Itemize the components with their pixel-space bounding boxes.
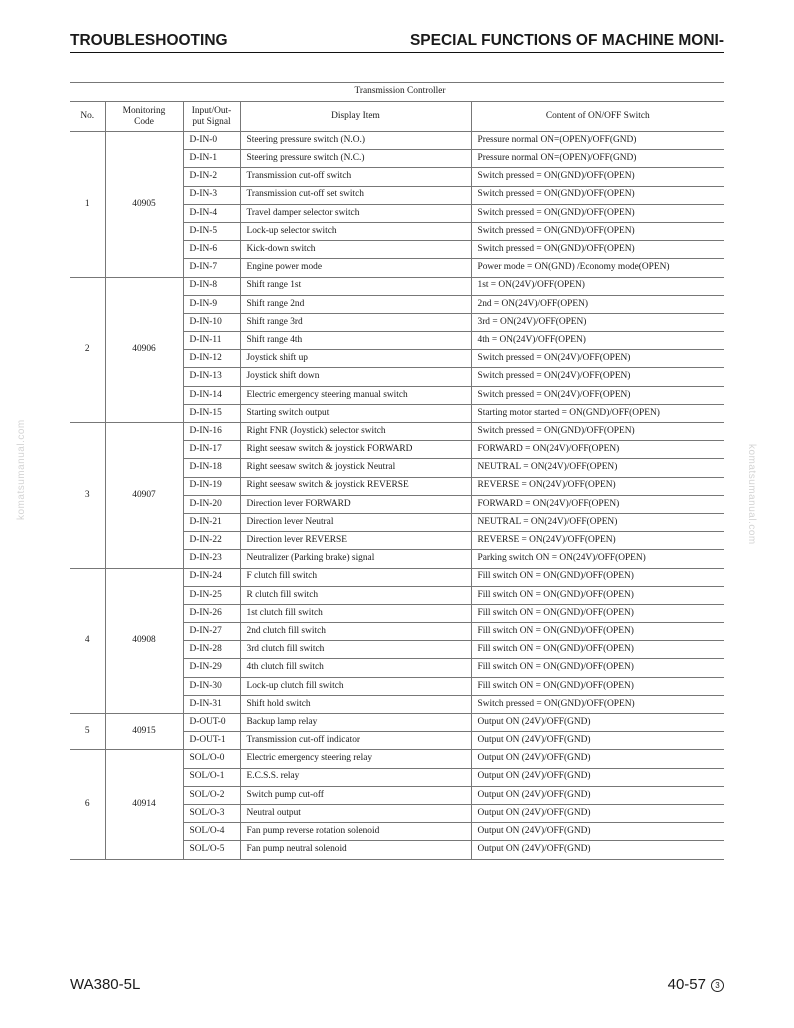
col-header-signal-label: Input/Out-put Signal xyxy=(191,106,232,127)
signal-cell: D-IN-1 xyxy=(183,150,240,168)
switch-content-cell: FORWARD = ON(24V)/OFF(OPEN) xyxy=(471,495,724,513)
signal-cell: D-IN-29 xyxy=(183,659,240,677)
signal-cell: D-IN-5 xyxy=(183,222,240,240)
display-item-cell: Joystick shift up xyxy=(240,350,471,368)
display-item-cell: Right FNR (Joystick) selector switch xyxy=(240,423,471,441)
display-item-cell: Steering pressure switch (N.C.) xyxy=(240,150,471,168)
switch-content-cell: Fill switch ON = ON(GND)/OFF(OPEN) xyxy=(471,568,724,586)
switch-content-cell: Fill switch ON = ON(GND)/OFF(OPEN) xyxy=(471,604,724,622)
switch-content-cell: Parking switch ON = ON(24V)/OFF(OPEN) xyxy=(471,550,724,568)
signal-cell: SOL/O-0 xyxy=(183,750,240,768)
switch-content-cell: Switch pressed = ON(GND)/OFF(OPEN) xyxy=(471,168,724,186)
table-title: Transmission Controller xyxy=(70,83,724,102)
monitoring-code: 40907 xyxy=(105,423,183,569)
signal-cell: D-IN-2 xyxy=(183,168,240,186)
col-header-display: Display Item xyxy=(240,102,471,132)
signal-cell: D-IN-21 xyxy=(183,513,240,531)
switch-content-cell: Pressure normal ON=(OPEN)/OFF(GND) xyxy=(471,132,724,150)
switch-content-cell: FORWARD = ON(24V)/OFF(OPEN) xyxy=(471,441,724,459)
switch-content-cell: 4th = ON(24V)/OFF(OPEN) xyxy=(471,332,724,350)
signal-cell: D-IN-30 xyxy=(183,677,240,695)
display-item-cell: 3rd clutch fill switch xyxy=(240,641,471,659)
display-item-cell: Lock-up selector switch xyxy=(240,222,471,240)
switch-content-cell: Output ON (24V)/OFF(GND) xyxy=(471,823,724,841)
monitoring-code: 40906 xyxy=(105,277,183,423)
monitoring-code: 40915 xyxy=(105,714,183,750)
col-header-code xyxy=(105,102,183,132)
col-header-content: Content of ON/OFF Switch xyxy=(471,102,724,132)
display-item-cell: Electric emergency steering relay xyxy=(240,750,471,768)
signal-cell: D-IN-11 xyxy=(183,332,240,350)
switch-content-cell: REVERSE = ON(24V)/OFF(OPEN) xyxy=(471,477,724,495)
signal-cell: D-IN-25 xyxy=(183,586,240,604)
signal-cell: D-IN-17 xyxy=(183,441,240,459)
display-item-cell: Fan pump neutral solenoid xyxy=(240,841,471,859)
subsection-title: SPECIAL FUNCTIONS OF MACHINE MONI- xyxy=(409,32,724,49)
revision-mark-icon: 3 xyxy=(711,979,724,992)
signal-cell: D-IN-7 xyxy=(183,259,240,277)
signal-cell: D-IN-24 xyxy=(183,568,240,586)
switch-content-cell: Switch pressed = ON(24V)/OFF(OPEN) xyxy=(471,368,724,386)
signal-cell: D-IN-28 xyxy=(183,641,240,659)
signal-cell: D-IN-20 xyxy=(183,495,240,513)
page-number: 40-57 xyxy=(667,976,706,993)
switch-content-cell: Switch pressed = ON(GND)/OFF(OPEN) xyxy=(471,695,724,713)
switch-content-cell: Fill switch ON = ON(GND)/OFF(OPEN) xyxy=(471,659,724,677)
monitoring-code: 40914 xyxy=(105,750,183,859)
signal-cell: D-IN-15 xyxy=(183,404,240,422)
signal-cell: SOL/O-1 xyxy=(183,768,240,786)
display-item-cell: Shift range 4th xyxy=(240,332,471,350)
switch-content-cell: 1st = ON(24V)/OFF(OPEN) xyxy=(471,277,724,295)
display-item-cell: Right seesaw switch & joystick FORWARD xyxy=(240,441,471,459)
switch-content-cell: Switch pressed = ON(GND)/OFF(OPEN) xyxy=(471,241,724,259)
switch-content-cell: Starting motor started = ON(GND)/OFF(OPEN) xyxy=(471,404,724,422)
switch-content-cell: NEUTRAL = ON(24V)/OFF(OPEN) xyxy=(471,459,724,477)
display-item-cell: 4th clutch fill switch xyxy=(240,659,471,677)
display-item-cell: Fan pump reverse rotation solenoid xyxy=(240,823,471,841)
signal-cell: D-IN-9 xyxy=(183,295,240,313)
table-row xyxy=(70,568,724,586)
display-item-cell: E.C.S.S. relay xyxy=(240,768,471,786)
display-item-cell: R clutch fill switch xyxy=(240,586,471,604)
signal-cell: D-IN-10 xyxy=(183,313,240,331)
display-item-cell: Backup lamp relay xyxy=(240,714,471,732)
display-item-cell: Steering pressure switch (N.O.) xyxy=(240,132,471,150)
signal-cell: SOL/O-2 xyxy=(183,786,240,804)
monitoring-code: 40905 xyxy=(105,132,183,278)
switch-content-cell: Output ON (24V)/OFF(GND) xyxy=(471,750,724,768)
group-number: 4 xyxy=(70,568,105,714)
display-item-cell: Shift range 2nd xyxy=(240,295,471,313)
switch-content-cell: Output ON (24V)/OFF(GND) xyxy=(471,714,724,732)
page-header xyxy=(70,32,724,53)
display-item-cell: Direction lever REVERSE xyxy=(240,532,471,550)
switch-content-cell: 3rd = ON(24V)/OFF(OPEN) xyxy=(471,313,724,331)
group-number: 6 xyxy=(70,750,105,859)
col-header-code-label: Monitoring Code xyxy=(122,106,166,127)
switch-content-cell: NEUTRAL = ON(24V)/OFF(OPEN) xyxy=(471,513,724,531)
signal-cell: D-IN-16 xyxy=(183,423,240,441)
group-number: 3 xyxy=(70,423,105,569)
signal-cell: SOL/O-4 xyxy=(183,823,240,841)
signal-cell: D-OUT-1 xyxy=(183,732,240,750)
switch-content-cell: Output ON (24V)/OFF(GND) xyxy=(471,841,724,859)
switch-content-cell: Pressure normal ON=(OPEN)/OFF(GND) xyxy=(471,150,724,168)
switch-content-cell: Fill switch ON = ON(GND)/OFF(OPEN) xyxy=(471,586,724,604)
signal-cell: D-IN-23 xyxy=(183,550,240,568)
signal-cell: D-IN-0 xyxy=(183,132,240,150)
display-item-cell: Kick-down switch xyxy=(240,241,471,259)
signal-cell: D-IN-4 xyxy=(183,204,240,222)
signal-cell: SOL/O-5 xyxy=(183,841,240,859)
group-number: 5 xyxy=(70,714,105,750)
display-item-cell: Joystick shift down xyxy=(240,368,471,386)
display-item-cell: Transmission cut-off switch xyxy=(240,168,471,186)
display-item-cell: Engine power mode xyxy=(240,259,471,277)
signal-cell: SOL/O-3 xyxy=(183,804,240,822)
col-header-signal xyxy=(183,102,240,132)
switch-content-cell: Switch pressed = ON(GND)/OFF(OPEN) xyxy=(471,423,724,441)
display-item-cell: Shift hold switch xyxy=(240,695,471,713)
switch-content-cell: Fill switch ON = ON(GND)/OFF(OPEN) xyxy=(471,677,724,695)
display-item-cell: Right seesaw switch & joystick REVERSE xyxy=(240,477,471,495)
signal-cell: D-IN-31 xyxy=(183,695,240,713)
switch-content-cell: Switch pressed = ON(24V)/OFF(OPEN) xyxy=(471,386,724,404)
table-row xyxy=(70,277,724,295)
display-item-cell: Direction lever Neutral xyxy=(240,513,471,531)
display-item-cell: Travel damper selector switch xyxy=(240,204,471,222)
col-header-no: No. xyxy=(70,102,105,132)
switch-content-cell: Fill switch ON = ON(GND)/OFF(OPEN) xyxy=(471,623,724,641)
switch-content-cell: Output ON (24V)/OFF(GND) xyxy=(471,786,724,804)
table-row xyxy=(70,132,724,150)
display-item-cell: Neutral output xyxy=(240,804,471,822)
signal-cell: D-IN-22 xyxy=(183,532,240,550)
display-item-cell: 2nd clutch fill switch xyxy=(240,623,471,641)
signal-cell: D-IN-14 xyxy=(183,386,240,404)
switch-content-cell: REVERSE = ON(24V)/OFF(OPEN) xyxy=(471,532,724,550)
watermark-right: komatsumanual.com xyxy=(746,444,757,545)
switch-content-cell: Switch pressed = ON(GND)/OFF(OPEN) xyxy=(471,222,724,240)
switch-content-cell: Switch pressed = ON(24V)/OFF(OPEN) xyxy=(471,350,724,368)
display-item-cell: 1st clutch fill switch xyxy=(240,604,471,622)
switch-content-cell: Switch pressed = ON(GND)/OFF(OPEN) xyxy=(471,186,724,204)
signal-cell: D-IN-6 xyxy=(183,241,240,259)
signal-cell: D-OUT-0 xyxy=(183,714,240,732)
display-item-cell: F clutch fill switch xyxy=(240,568,471,586)
display-item-cell: Right seesaw switch & joystick Neutral xyxy=(240,459,471,477)
switch-content-cell: 2nd = ON(24V)/OFF(OPEN) xyxy=(471,295,724,313)
group-number: 2 xyxy=(70,277,105,423)
signal-cell: D-IN-19 xyxy=(183,477,240,495)
signal-cell: D-IN-18 xyxy=(183,459,240,477)
signal-cell: D-IN-3 xyxy=(183,186,240,204)
table-row xyxy=(70,423,724,441)
monitoring-code: 40908 xyxy=(105,568,183,714)
display-item-cell: Electric emergency steering manual switch xyxy=(240,386,471,404)
switch-content-cell: Fill switch ON = ON(GND)/OFF(OPEN) xyxy=(471,641,724,659)
switch-content-cell: Output ON (24V)/OFF(GND) xyxy=(471,768,724,786)
display-item-cell: Starting switch output xyxy=(240,404,471,422)
table-row xyxy=(70,750,724,768)
display-item-cell: Transmission cut-off set switch xyxy=(240,186,471,204)
table-row xyxy=(70,714,724,732)
footer-page xyxy=(668,976,724,993)
signal-cell: D-IN-27 xyxy=(183,623,240,641)
display-item-cell: Transmission cut-off indicator xyxy=(240,732,471,750)
signal-cell: D-IN-12 xyxy=(183,350,240,368)
group-number: 1 xyxy=(70,132,105,278)
section-title: TROUBLESHOOTING xyxy=(70,32,228,49)
signal-cell: D-IN-26 xyxy=(183,604,240,622)
display-item-cell: Lock-up clutch fill switch xyxy=(240,677,471,695)
display-item-cell: Switch pump cut-off xyxy=(240,786,471,804)
footer-model: WA380-5L xyxy=(70,976,141,993)
transmission-controller-table xyxy=(70,82,724,860)
display-item-cell: Shift range 1st xyxy=(240,277,471,295)
display-item-cell: Neutralizer (Parking brake) signal xyxy=(240,550,471,568)
signal-cell: D-IN-13 xyxy=(183,368,240,386)
switch-content-cell: Output ON (24V)/OFF(GND) xyxy=(471,804,724,822)
display-item-cell: Shift range 3rd xyxy=(240,313,471,331)
switch-content-cell: Output ON (24V)/OFF(GND) xyxy=(471,732,724,750)
watermark-left: komatsumanual.com xyxy=(16,419,27,520)
display-item-cell: Direction lever FORWARD xyxy=(240,495,471,513)
switch-content-cell: Switch pressed = ON(GND)/OFF(OPEN) xyxy=(471,204,724,222)
switch-content-cell: Power mode = ON(GND) /Economy mode(OPEN) xyxy=(471,259,724,277)
signal-cell: D-IN-8 xyxy=(183,277,240,295)
